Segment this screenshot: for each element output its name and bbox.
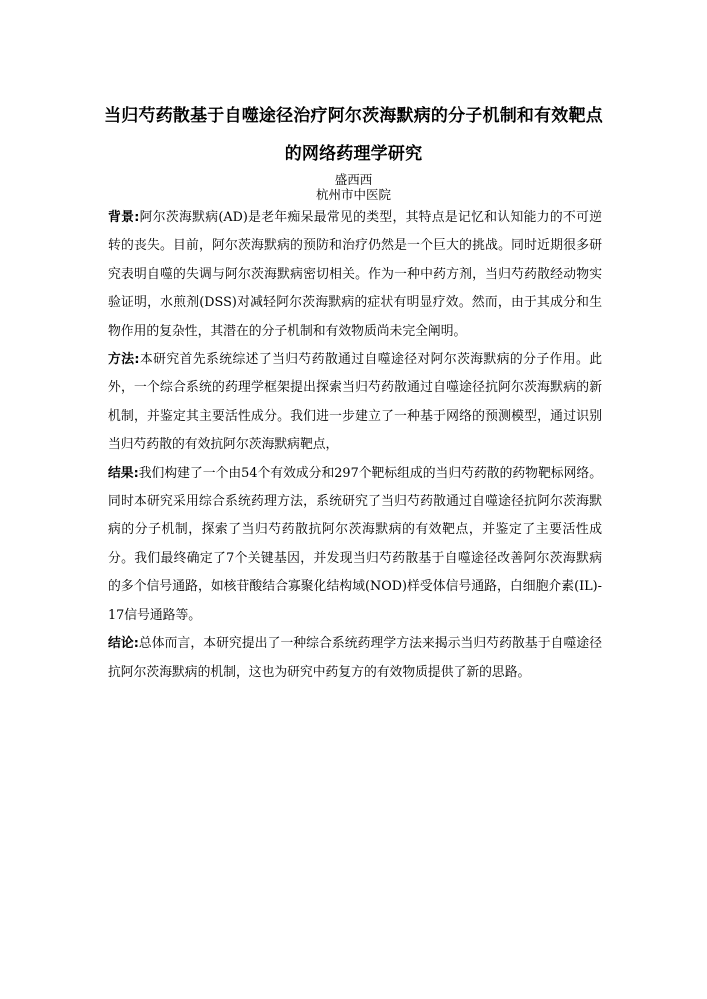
- title-line-1: 当归芍药散基于自噬途径治疗阿尔茨海默病的分子机制和有效靶点: [104, 106, 603, 126]
- title-line-2: 的网络药理学研究: [284, 144, 423, 164]
- results-paragraph: [108, 460, 602, 630]
- background-paragraph: [108, 204, 602, 346]
- background-label: 背景:: [108, 210, 140, 225]
- author-name: 盛西西: [334, 172, 373, 187]
- results-text: 我们构建了一个由54个有效成分和297个靶标组成的当归芍药散的药物靶标网络。同时本研究采用综合系统药理方法，系统研究了当归芍药散通过自噬途径抗阿尔茨海默病的分子机制，探索了当归芍药散抗阿尔茨海默病的有效靶点，并鉴定了主要活性成分。我们最终确定了7个关键基因，并发现当归芍药散基于自噬途径改善阿尔茨海默病的多个信号通路，如核苷酸结合寡聚化结构域(NOD)样受体信号通路，白细胞介素(IL)-17信号通路等。: [108, 465, 602, 623]
- author-affiliation: 杭州市中医院: [315, 187, 391, 202]
- abstract-body: [108, 204, 602, 687]
- methods-text: 本研究首先系统综述了当归芍药散通过自噬途径对阿尔茨海默病的分子作用。此外，一个综合系统的药理学框架提出探索当归芍药散通过自噬途径抗阿尔茨海默病的新机制，并鉴定其主要活性成分。我们进一步建立了一种基于网络的预测模型，通过识别当归芍药散的有效抗阿尔茨海默病靶点，: [108, 352, 602, 453]
- conclusion-paragraph: [108, 630, 602, 687]
- results-label: 结果:: [108, 465, 139, 481]
- conclusion-label: 结论:: [108, 636, 139, 652]
- background-text: 阿尔茨海默病(AD)是老年痴呆最常见的类型，其特点是记忆和认知能力的不可逆转的丧失。目前，阿尔茨海默病的预防和治疗仍然是一个巨大的挑战。同时近期很多研究表明自噬的失调与阿尔茨海默病密切相关。作为一种中药方剂，当归芍药散经动物实验证明，水煎剂(DSS)对减轻阿尔茨海默病的症状有明显疗效。然而，由于其成分和生物作用的复杂性，其潜在的分子机制和有效物质尚未完全阐明。: [108, 210, 602, 339]
- methods-label: 方法:: [108, 352, 140, 368]
- conclusion-text: 总体而言，本研究提出了一种综合系统药理学方法来揭示当归芍药散基于自噬途径抗阿尔茨海默病的机制，这也为研究中药复方的有效物质提供了新的思路。: [108, 636, 603, 680]
- methods-paragraph: [108, 346, 602, 460]
